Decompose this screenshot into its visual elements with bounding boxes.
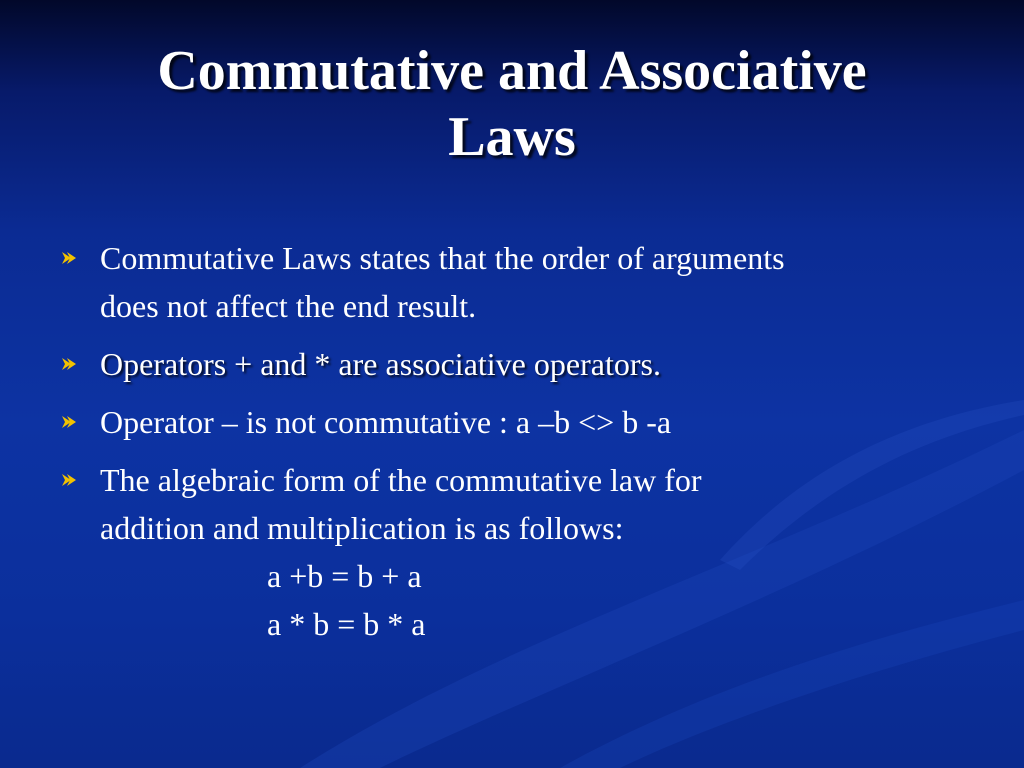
bullet-line: Commutative Laws states that the order of arguments [100, 240, 785, 276]
bullet-item-associative-operators [60, 340, 960, 388]
slide-title-line-2: Laws [448, 106, 576, 168]
formula-addition: a +b = b + a [267, 558, 422, 594]
arrow-bullet-icon [60, 251, 78, 265]
bullet-line: does not affect the end result. [100, 288, 477, 324]
bullet-item-algebraic-form [60, 456, 960, 648]
bullet-line: addition and multiplication is as follows: [100, 510, 624, 546]
bullet-item-commutative-definition [60, 234, 960, 330]
slide-title-line-1: Commutative and Associative [157, 40, 867, 102]
bullet-text: Operator – is not commutative : a –b <> b -a [100, 404, 672, 440]
arrow-bullet-icon [60, 415, 78, 429]
arrow-bullet-icon [60, 473, 78, 487]
bullet-text: Operators + and * are associative operators. [100, 346, 661, 382]
bullet-item-subtraction-not-commutative [60, 398, 960, 446]
bullet-text [100, 240, 785, 324]
bullet-line: The algebraic form of the commutative law for [100, 462, 702, 498]
slide-title [0, 38, 1024, 170]
bullet-list [60, 234, 960, 658]
bullet-text [100, 462, 960, 648]
formula-multiplication: a * b = b * a [267, 606, 426, 642]
arrow-bullet-icon [60, 357, 78, 371]
